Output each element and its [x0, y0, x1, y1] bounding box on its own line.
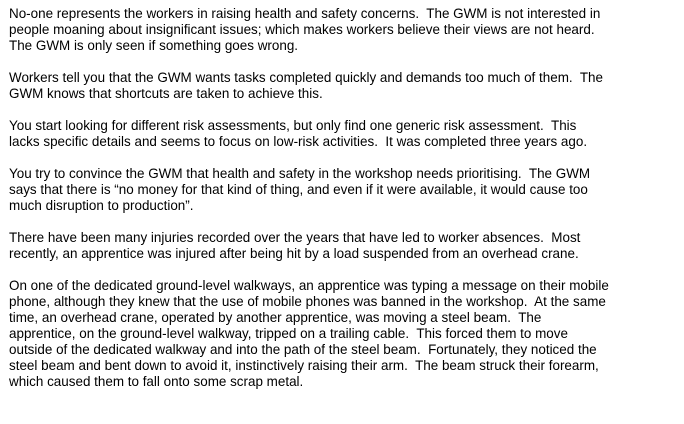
- paragraph-injuries: [9, 230, 678, 262]
- text-line: recently, an apprentice was injured after being hit by a load suspended from an overhead crane.: [9, 246, 579, 261]
- text-line: You try to convince the GWM that health and safety in the workshop needs prioritising. The GWM: [9, 166, 591, 181]
- paragraph-gwm-prioritising: [9, 166, 678, 214]
- text-line: Workers tell you that the GWM wants tasks completed quickly and demands too much of them. The: [9, 70, 604, 85]
- paragraph-shortcuts: [9, 70, 678, 102]
- text-line: time, an overhead crane, operated by another apprentice, was moving a steel beam. The: [9, 310, 542, 325]
- text-line: There have been many injuries recorded over the years that have led to worker absences. Most: [9, 230, 581, 245]
- paragraph-worker-representation: [9, 6, 678, 54]
- text-line: GWM knows that shortcuts are taken to achieve this.: [9, 86, 323, 101]
- text-line: phone, although they knew that the use of mobile phones was banned in the workshop. At the same: [9, 294, 606, 309]
- text-line: The GWM is only seen if something goes wrong.: [9, 38, 299, 53]
- text-line: lacks specific details and seems to focus on low-risk activities. It was completed three years ago.: [9, 134, 588, 149]
- text-line: apprentice, on the ground-level walkway, tripped on a trailing cable. This forced them to move: [9, 326, 568, 341]
- paragraph-incident-description: [9, 278, 678, 390]
- text-line: much disruption to production”.: [9, 198, 194, 213]
- text-line: says that there is “no money for that kind of thing, and even if it were available, it would cause too: [9, 182, 588, 197]
- text-line: outside of the dedicated walkway and into the path of the steel beam. Fortunately, they noticed the: [9, 342, 597, 357]
- text-line: which caused them to fall onto some scrap metal.: [9, 374, 304, 389]
- text-line: steel beam and bent down to avoid it, instinctively raising their arm. The beam struck their forearm,: [9, 358, 599, 373]
- text-line: On one of the dedicated ground-level walkways, an apprentice was typing a message on their mobile: [9, 278, 609, 293]
- text-line: people moaning about insignificant issues; which makes workers believe their views are not heard.: [9, 22, 595, 37]
- text-line: You start looking for different risk assessments, but only find one generic risk assessment. This: [9, 118, 577, 133]
- text-line: No-one represents the workers in raising health and safety concerns. The GWM is not interested in: [9, 6, 601, 21]
- paragraph-risk-assessment: [9, 118, 678, 150]
